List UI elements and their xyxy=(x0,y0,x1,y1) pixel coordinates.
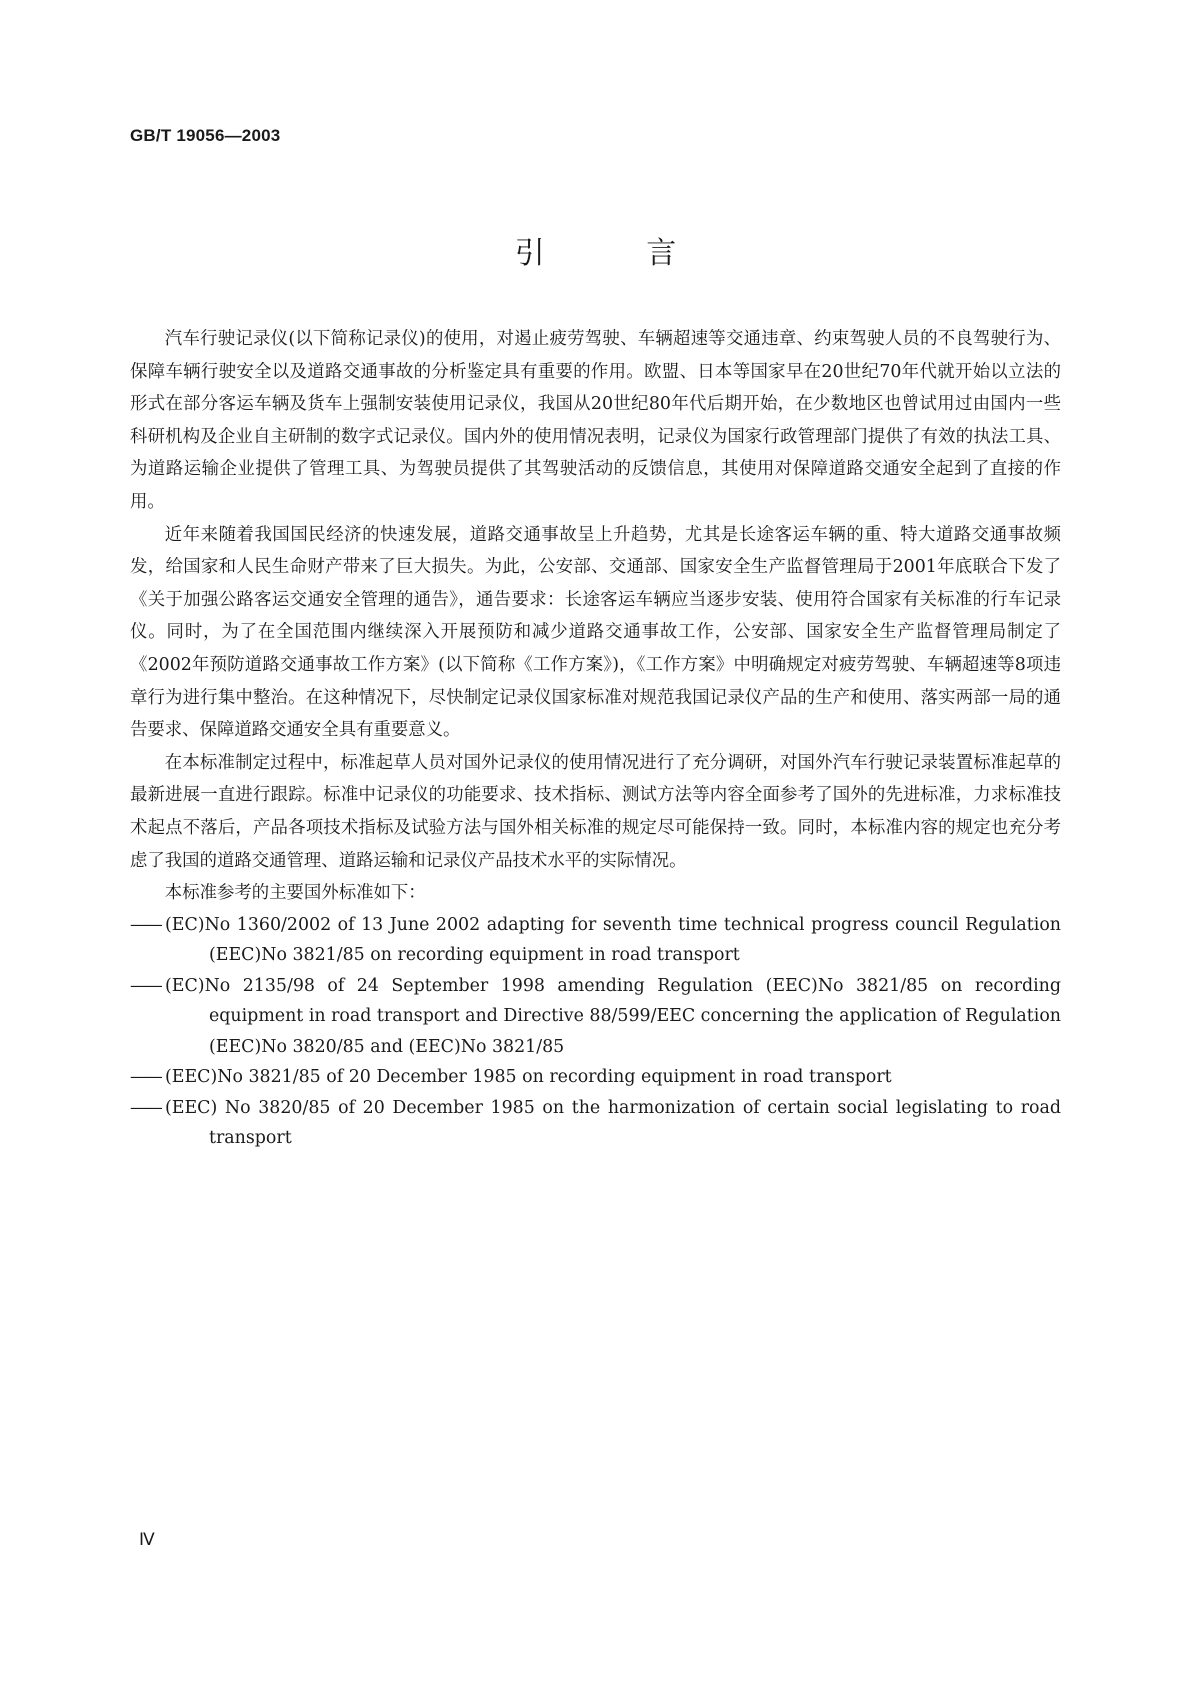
page-number: Ⅳ xyxy=(139,1530,155,1549)
paragraph-1: 汽车行驶记录仪(以下简称记录仪)的使用，对遏止疲劳驾驶、车辆超速等交通违章、约束驾驶人员的不良驾驶行为、保障车辆行驶安全以及道路交通事故的分析鉴定具有重要的作用。欧盟、日本等国家早在20世纪70年代就开始以立法的形式在部分客运车辆及货车上强制安装使用记录仪，我国从20世纪80年代后期开始，在少数地区也曾试用过由国内一些科研机构及企业自主研制的数字式记录仪。国内外的使用情况表明，记录仪为国家行政管理部门提供了有效的执法工具、为道路运输企业提供了管理工具、为驾驶员提供了其驾驶活动的反馈信息，其使用对保障道路交通安全起到了直接的作用。 xyxy=(130,329,1061,512)
references-list xyxy=(130,910,1061,1154)
reference-text: (EC)No 1360/2002 of 13 June 2002 adapting for seventh time technical progress council Regulation (EEC)No 3821/85 on recording equipment in road transport xyxy=(165,914,1061,966)
reference-item xyxy=(130,1093,1061,1154)
document-body xyxy=(130,323,1061,1154)
reference-text: (EEC)No 3821/85 of 20 December 1985 on recording equipment in road transport xyxy=(165,1067,892,1088)
paragraph-3: 在本标准制定过程中，标准起草人员对国外记录仪的使用情况进行了充分调研，对国外汽车行驶记录装置标准起草的最新进展一直进行跟踪。标准中记录仪的功能要求、技术指标、测试方法等内容全面参考了国外的先进标准，力求标准技术起点不落后，产品各项技术指标及试验方法与国外相关标准的规定尽可能保持一致。同时，本标准内容的规定也充分考虑了我国的道路交通管理、道路运输和记录仪产品技术水平的实际情况。 xyxy=(130,752,1061,871)
reference-dash: —— xyxy=(130,975,161,996)
standard-code: GB/T 19056—2003 xyxy=(130,126,281,145)
reference-text: (EEC) No 3820/85 of 20 December 1985 on the harmonization of certain social legislating to road transport xyxy=(165,1097,1061,1149)
reference-item xyxy=(130,971,1061,1063)
reference-item xyxy=(130,1062,1061,1093)
reference-dash: —— xyxy=(130,1067,161,1088)
reference-item xyxy=(130,910,1061,971)
references-intro: 本标准参考的主要国外标准如下： xyxy=(164,883,426,904)
page-title: 引 言 xyxy=(514,236,723,271)
reference-dash: —— xyxy=(130,1097,161,1118)
paragraph-2: 近年来随着我国国民经济的快速发展，道路交通事故呈上升趋势，尤其是长途客运车辆的重、特大道路交通事故频发，给国家和人民生命财产带来了巨大损失。为此，公安部、交通部、国家安全生产监督管理局于2001年底联合下发了《关于加强公路客运交通安全管理的通告》，通告要求：长途客运车辆应当逐步安装、使用符合国家有关标准的行车记录仪。同时，为了在全国范围内继续深入开展预防和减少道路交通事故工作，公安部、国家安全生产监督管理局制定了《2002年预防道路交通事故工作方案》(以下简称《工作方案》)，《工作方案》中明确规定对疲劳驾驶、车辆超速等8项违章行为进行集中整治。在这种情况下，尽快制定记录仪国家标准对规范我国记录仪产品的生产和使用、落实两部一局的通告要求、保障道路交通安全具有重要意义。 xyxy=(130,524,1061,741)
reference-text: (EC)No 2135/98 of 24 September 1998 amending Regulation (EEC)No 3821/85 on recording equipment in road transport and Directive 88/599/EEC concerning the application of Regulation (EEC)No 3820/85 and (EEC)No 3821/85 xyxy=(165,975,1061,1057)
reference-dash: —— xyxy=(130,914,161,935)
